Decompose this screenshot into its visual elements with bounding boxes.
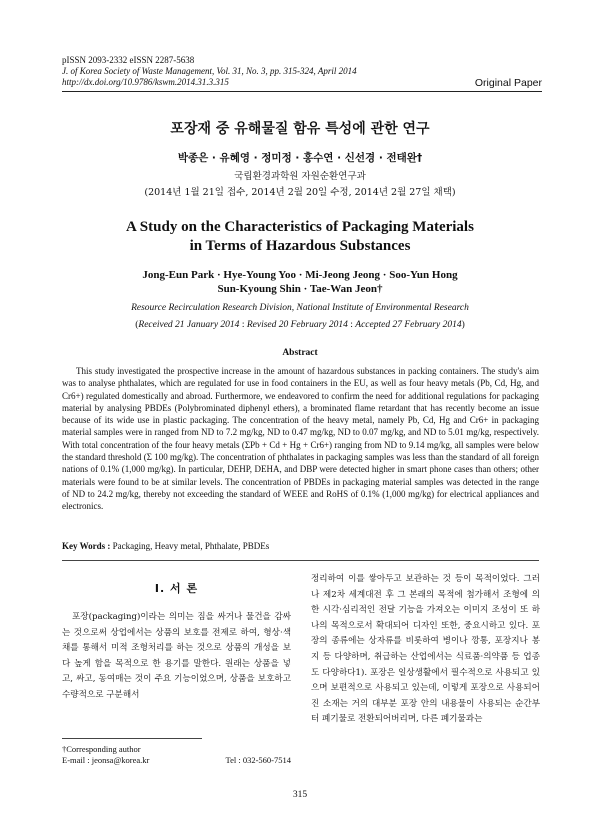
korean-dates: (2014년 1월 21일 접수, 2014년 2월 20일 수정, 2014년 2월 27일 채택) bbox=[144, 187, 456, 198]
page-number: 315 bbox=[292, 790, 308, 800]
footnote-divider bbox=[62, 738, 202, 739]
english-title bbox=[0, 218, 600, 256]
english-authors bbox=[0, 268, 600, 296]
english-authors-line2: Sun-Kyoung Shin · Tae-Wan Jeon† bbox=[217, 283, 383, 295]
english-title-line2: in Terms of Hazardous Substances bbox=[189, 238, 411, 254]
accepted-date: Accepted 27 February 2014 bbox=[355, 320, 462, 330]
intro-paragraph-left: 포장(packaging)이라는 의미는 짐을 싸거나 물건을 감싸는 것으로써 상업에서는 상품의 보호를 전제로 하여, 형상·색채를 통해서 미적 조형처리를 하는 것으로 상품의 개성을 보다 높게 함을 목적으로 한 용기를 말한다. 원래는 상품을 넣고, 싸고, 동여매는 것이 주요 기능이었으며, 상품을 보호하고 수량적으로 구분해서 bbox=[62, 612, 291, 700]
paper-type-label: Original Paper bbox=[474, 77, 542, 89]
body-column-right bbox=[311, 572, 540, 728]
journal-citation: J. of Korea Society of Waste Management, Vol. 31, No. 3, pp. 315-324, April 2014 bbox=[62, 66, 357, 76]
corresponding-author: †Corresponding author bbox=[62, 744, 141, 754]
author-email: E-mail : jeonsa@korea.kr bbox=[62, 755, 150, 765]
korean-affiliation: 국립환경과학원 자원순환연구과 bbox=[234, 171, 366, 182]
author-phone: Tel : 032-560-7514 bbox=[225, 755, 291, 765]
received-date: Received 21 January 2014 bbox=[138, 320, 240, 330]
header-divider bbox=[62, 91, 542, 92]
journal-header bbox=[62, 55, 542, 88]
korean-authors: 박종은 · 유혜영 · 정미정 · 홍수연 · 신선경 · 전태완† bbox=[177, 152, 423, 164]
keywords-label: Key Words : bbox=[62, 541, 111, 551]
english-title-line1: A Study on the Characteristics of Packaging Materials bbox=[126, 219, 474, 235]
body-column-left bbox=[62, 572, 291, 704]
abstract-text: This study investigated the prospective increase in the amount of hazardous substances in packing containers. The study's aim was to analyse phthalates, which are regulated for use in food containers in the EU, as well as four heavy metals (Pb, Cd, Hg, and Cr6+) regulated domestically and abroad. Furthermore, we endeavored to confirm the need for additional regulations for packaging material by analysing PBDEs (Polybrominated diphenyl ethers), a brominated flame retardant that has recently become an issue because of its wide use in plastic packaging. The concentration of the heavy metal, namely Pb, Cd, Hg and Cr6+ in packaging material samples were in ranged from ND to 7.2 mg/kg, ND to 0.47 mg/kg, ND to 0.07 mg/kg, and ND to 5.01 mg/kg, respectively. With total concentration of the four heavy metals (ΣPb + Cd + Hg + Cr6+) ranging from ND to 9.14 mg/kg, all samples were below the standard threshold (Σ 100 mg/kg). The concentration of phthalates in packaging samples was less than the standard of all foreign nations of 0.1% (1,000 mg/kg). In particular, DEHP, DEHA, and DBP were detected higher in smart phone cases than others; other materials were found to be at similar levels. The concentration of PBDEs in packaging material samples was detected in the range of ND to 24.2 mg/kg, thereby not exceeding the standard of WEEE and RoHS of 0.1% (1,000 mg/kg) for electrical appliances and electronics. bbox=[62, 366, 539, 512]
keywords-list: Packaging, Heavy metal, Phthalate, PBDEs bbox=[112, 541, 270, 551]
abstract-divider bbox=[62, 560, 539, 561]
revised-date: Revised 20 February 2014 bbox=[246, 320, 348, 330]
abstract-body bbox=[62, 365, 539, 513]
korean-title: 포장재 중 유해물질 함유 특성에 관한 연구 bbox=[170, 121, 430, 137]
english-affiliation: Resource Recirculation Research Division, National Institute of Environmental Research bbox=[131, 303, 469, 313]
english-dates: (Received 21 January 2014 : Revised 20 February 2014 : Accepted 27 February 2014) bbox=[135, 320, 465, 330]
issn: pISSN 2093-2332 eISSN 2287-5638 bbox=[62, 55, 195, 65]
english-authors-line1: Jong-Eun Park · Hye-Young Yoo · Mi-Jeong Jeong · Soo-Yun Hong bbox=[142, 269, 458, 281]
doi-link[interactable]: http://dx.doi.org/10.9786/kswm.2014.31.3.315 bbox=[62, 77, 229, 87]
keywords bbox=[62, 541, 539, 551]
abstract-heading: Abstract bbox=[282, 348, 318, 358]
section-heading-intro: I. 서 론 bbox=[154, 582, 199, 595]
intro-paragraph-right: 정리하여 이를 쌓아두고 보관하는 것 등이 목적이었다. 그러나 제2차 세계대전 후 그 본래의 목적에 첨가해서 조형에 의한 시각·심리적인 전달 기능을 가져오는 이미지 조성이 또 하나의 목적으로서 확대되어 디자인 또한, 중요시하고 있다. 포장의 종류에는 상자류를 비롯하여 병이나 깡통, 포장지나 봉지 등 다양하며, 취급하는 산업에서는 식료품·의약품 등 업종도 다양하다1). 포장은 일상생활에서 필수적으로 사용되고 있으며 보편적으로 사용되고 있는데, 이렇게 포장으로 사용되어진 소재는 거의 대부분 포장 안의 내용물이 사용되는 순간부터 폐기물로 전환되어버리며, 다른 폐기물과는 bbox=[311, 574, 540, 725]
footnote bbox=[62, 744, 291, 766]
